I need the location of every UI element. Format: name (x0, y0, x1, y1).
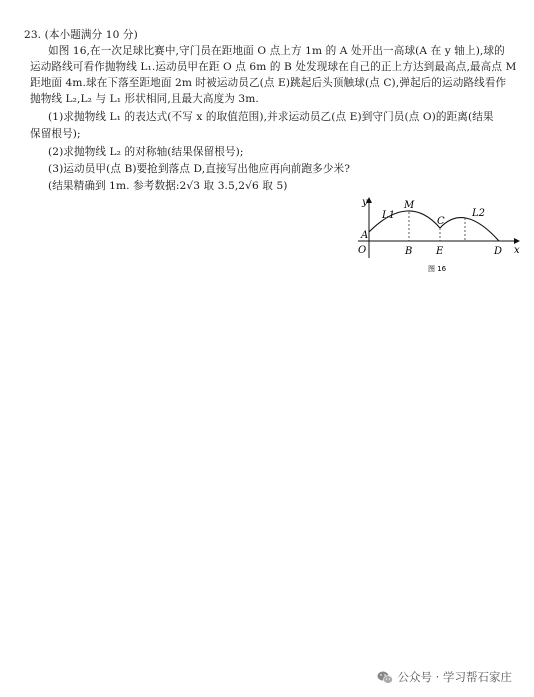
label-l1: L1 (382, 210, 396, 221)
problem-line-3: 距地面 4m.球在下落至距地面 2m 时被运动员乙(点 E)跳起后头顶触球(点 C),弹起后的运动路线看作 (30, 77, 507, 89)
question-header: 23. (本小题满分 10 分) (24, 29, 138, 41)
label-l2: L2 (472, 208, 486, 219)
parabola-l1 (369, 211, 440, 232)
label-b: B (405, 246, 413, 257)
wechat-icon (377, 671, 393, 684)
watermark-text: 公众号 · 学习帮石家庄 (397, 670, 512, 684)
question-1-line-1: (1)求抛物线 L₁ 的表达式(不写 x 的取值范围),并求运动员乙(点 E)到守门员(点 O)的距离(结果 (48, 111, 494, 123)
label-y: y (362, 197, 368, 208)
label-m: M (404, 200, 415, 211)
label-d: D (494, 246, 503, 257)
problem-line-1: 如图 16,在一次足球比赛中,守门员在距地面 O 点上方 1m 的 A 处开出一高球(A 在 y 轴上),球的 (48, 45, 505, 57)
label-c: C (437, 216, 445, 227)
parabola-l2 (440, 218, 499, 241)
label-e: E (436, 246, 444, 257)
question-3: (3)运动员甲(点 B)要抢到落点 D,直接写出他应再向前跑多少米? (48, 163, 351, 175)
reference-note: (结果精确到 1m. 参考数据:2√3 取 3.5,2√6 取 5) (48, 180, 288, 192)
label-o: O (358, 245, 367, 256)
figure-16 (352, 196, 524, 278)
label-a: A (361, 230, 369, 241)
figure-caption: 图 16 (428, 265, 447, 273)
label-x: x (514, 245, 520, 256)
watermark (377, 669, 512, 685)
question-2: (2)求抛物线 L₂ 的对称轴(结果保留根号); (48, 146, 244, 158)
problem-line-4: 抛物线 L₂,L₂ 与 L₁ 形状相同,且最大高度为 3m. (30, 93, 259, 105)
problem-line-2: 运动路线可看作抛物线 L₁.运动员甲在距 O 点 6m 的 B 处发现球在自己的正上方达到最高点,最高点 M (30, 61, 517, 73)
x-axis-arrow (514, 238, 520, 244)
question-1-line-2: 保留根号); (30, 128, 81, 140)
